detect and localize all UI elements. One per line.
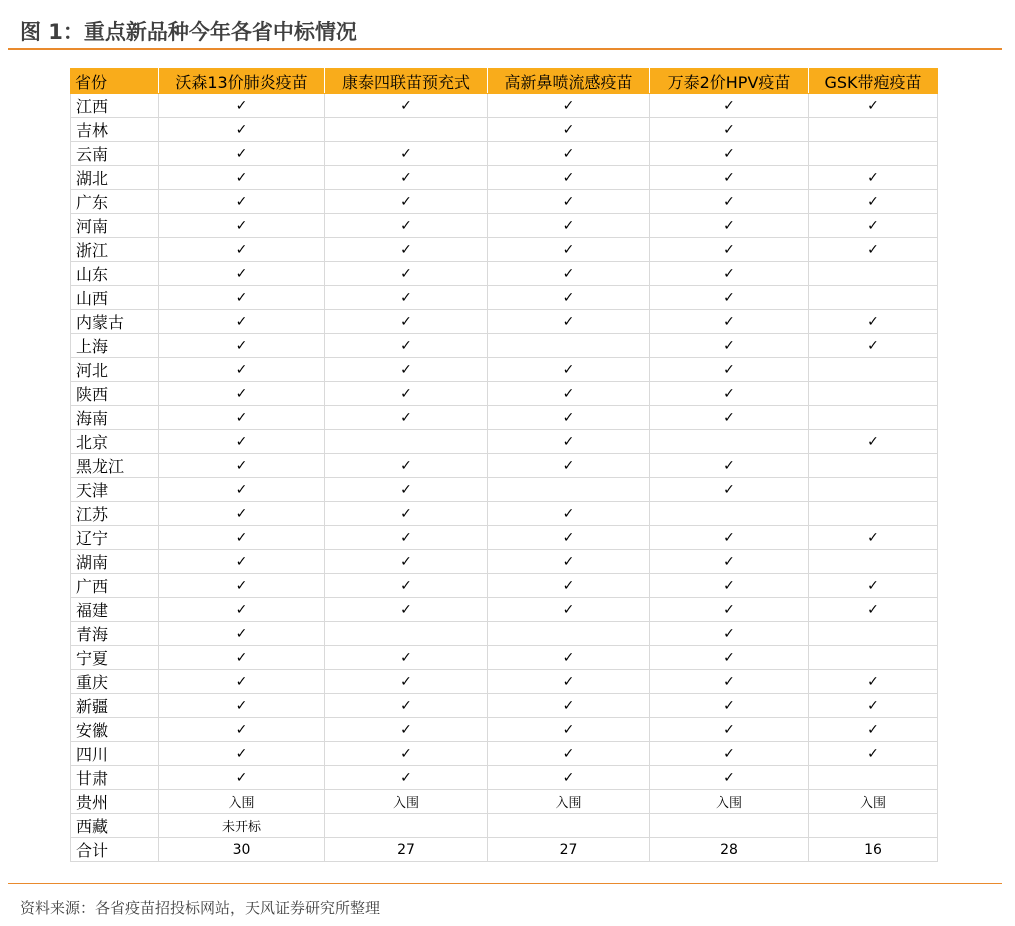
table-row [71,526,938,550]
table-row [71,94,938,118]
status-cell: ✓ [159,502,325,526]
status-cell: ✓ [809,694,938,718]
status-cell: ✓ [325,718,488,742]
table-row [71,742,938,766]
status-cell: ✓ [325,742,488,766]
source-note: 资料来源：各省疫苗招投标网站，天风证券研究所整理 [20,899,381,917]
total-cell: 16 [809,838,938,862]
status-cell: ✓ [650,646,809,670]
status-cell: ✓ [159,238,325,262]
status-cell: ✓ [488,118,650,142]
status-cell: ✓ [809,94,938,118]
province-cell: 上海 [71,334,159,358]
total-cell: 30 [159,838,325,862]
status-cell: ✓ [809,310,938,334]
status-cell: ✓ [159,454,325,478]
status-cell: ✓ [159,598,325,622]
province-cell: 广西 [71,574,159,598]
province-cell: 湖北 [71,166,159,190]
status-cell: ✓ [159,382,325,406]
status-cell: ✓ [650,142,809,166]
status-cell: ✓ [809,334,938,358]
status-cell: ✓ [650,190,809,214]
table-row [71,118,938,142]
status-cell: ✓ [650,238,809,262]
table-row [71,358,938,382]
province-cell: 宁夏 [71,646,159,670]
total-cell: 27 [488,838,650,862]
status-cell: ✓ [650,310,809,334]
header-cansino-dtap-hib: 康泰四联苗预充式 [325,69,488,94]
status-cell: ✓ [325,646,488,670]
status-cell: ✓ [159,190,325,214]
table-row [71,646,938,670]
status-cell: ✓ [650,670,809,694]
status-cell: ✓ [809,526,938,550]
province-cell: 江苏 [71,502,159,526]
table-row [71,622,938,646]
status-cell: ✓ [650,574,809,598]
status-cell: 未开标 [159,814,325,838]
status-cell: ✓ [488,310,650,334]
province-cell: 新疆 [71,694,159,718]
status-cell: ✓ [488,94,650,118]
table-row [71,334,938,358]
status-cell: ✓ [650,598,809,622]
status-cell [809,262,938,286]
status-cell [488,814,650,838]
table-row [71,286,938,310]
status-cell: ✓ [650,406,809,430]
province-cell: 山西 [71,286,159,310]
province-cell: 四川 [71,742,159,766]
status-cell: ✓ [325,694,488,718]
status-cell: ✓ [159,670,325,694]
status-cell: ✓ [159,478,325,502]
status-cell: ✓ [325,310,488,334]
status-cell: ✓ [488,238,650,262]
status-cell: ✓ [159,118,325,142]
status-cell: ✓ [488,646,650,670]
province-cell: 甘肃 [71,766,159,790]
province-cell: 辽宁 [71,526,159,550]
status-cell: ✓ [325,670,488,694]
status-cell: ✓ [650,550,809,574]
table-row [71,382,938,406]
status-cell [809,382,938,406]
status-cell [325,622,488,646]
status-cell: ✓ [809,190,938,214]
province-cell: 西藏 [71,814,159,838]
status-cell: ✓ [650,478,809,502]
status-cell: ✓ [325,526,488,550]
status-cell: ✓ [325,502,488,526]
province-cell: 云南 [71,142,159,166]
status-cell: ✓ [809,598,938,622]
status-cell: ✓ [325,190,488,214]
table-row [71,814,938,838]
status-cell: ✓ [650,382,809,406]
status-cell: ✓ [650,262,809,286]
status-cell [809,550,938,574]
status-cell: ✓ [650,334,809,358]
header-walvax-pcv13: 沃森13价肺炎疫苗 [159,69,325,94]
table-header-row [71,69,938,94]
source-divider [8,883,1002,884]
province-cell: 河北 [71,358,159,382]
status-cell [809,814,938,838]
status-cell: ✓ [159,406,325,430]
status-cell: ✓ [488,358,650,382]
province-cell: 湖南 [71,550,159,574]
status-cell: ✓ [159,262,325,286]
status-cell [325,814,488,838]
table-row [71,238,938,262]
status-cell [650,430,809,454]
table-row [71,142,938,166]
status-cell: ✓ [650,526,809,550]
status-cell: ✓ [650,166,809,190]
status-cell: ✓ [809,214,938,238]
status-cell: ✓ [488,766,650,790]
status-cell: ✓ [488,598,650,622]
status-cell: ✓ [325,574,488,598]
province-cell: 青海 [71,622,159,646]
status-cell [809,358,938,382]
table-row [71,406,938,430]
status-cell: ✓ [809,718,938,742]
status-cell: ✓ [488,526,650,550]
status-cell: ✓ [159,214,325,238]
status-cell: ✓ [650,286,809,310]
status-cell: ✓ [488,430,650,454]
status-cell [488,622,650,646]
table-row [71,310,938,334]
status-cell: ✓ [159,94,325,118]
status-cell [488,478,650,502]
status-cell: ✓ [159,694,325,718]
status-cell: ✓ [159,574,325,598]
status-cell: ✓ [325,382,488,406]
status-cell: ✓ [325,262,488,286]
total-row [71,838,938,862]
table-row [71,454,938,478]
province-cell: 内蒙古 [71,310,159,334]
status-cell: ✓ [650,742,809,766]
status-cell: ✓ [809,670,938,694]
table-row [71,190,938,214]
status-cell: ✓ [159,310,325,334]
table-row [71,766,938,790]
status-cell: ✓ [809,742,938,766]
status-cell [809,406,938,430]
status-cell: ✓ [488,190,650,214]
status-cell: ✓ [650,214,809,238]
status-cell: ✓ [325,406,488,430]
status-cell: ✓ [650,94,809,118]
table-row [71,694,938,718]
status-cell: ✓ [325,142,488,166]
status-cell: ✓ [325,598,488,622]
status-cell: ✓ [159,430,325,454]
province-cell: 天津 [71,478,159,502]
province-cell: 海南 [71,406,159,430]
status-cell [809,478,938,502]
province-cell: 北京 [71,430,159,454]
status-cell: ✓ [159,142,325,166]
total-label: 合计 [71,838,159,862]
status-cell: ✓ [159,358,325,382]
table-row [71,430,938,454]
total-cell: 28 [650,838,809,862]
status-cell: ✓ [488,502,650,526]
status-cell: 入围 [325,790,488,814]
status-cell: ✓ [488,694,650,718]
status-cell: 入围 [488,790,650,814]
status-cell: ✓ [488,406,650,430]
status-cell: ✓ [325,550,488,574]
province-cell: 安徽 [71,718,159,742]
status-cell: ✓ [325,238,488,262]
table-row [71,574,938,598]
status-cell: ✓ [488,670,650,694]
status-cell: ✓ [325,166,488,190]
status-cell [809,766,938,790]
status-cell: ✓ [650,118,809,142]
status-cell: ✓ [488,286,650,310]
status-cell: ✓ [488,550,650,574]
status-cell: 入围 [809,790,938,814]
table-row [71,598,938,622]
status-cell: ✓ [159,550,325,574]
status-cell: ✓ [488,166,650,190]
status-cell: ✓ [488,574,650,598]
header-wantai-hpv2: 万泰2价HPV疫苗 [650,69,809,94]
table-row [71,790,938,814]
bid-table [70,68,938,862]
status-cell [488,334,650,358]
status-cell [809,286,938,310]
status-cell [325,430,488,454]
status-cell [650,502,809,526]
province-cell: 吉林 [71,118,159,142]
table-body [71,94,938,862]
status-cell: ✓ [159,526,325,550]
status-cell [809,118,938,142]
status-cell: ✓ [650,622,809,646]
province-cell: 福建 [71,598,159,622]
status-cell: ✓ [488,382,650,406]
province-cell: 贵州 [71,790,159,814]
table-row [71,670,938,694]
status-cell: ✓ [488,142,650,166]
status-cell: ✓ [650,718,809,742]
table-row [71,502,938,526]
province-cell: 浙江 [71,238,159,262]
total-cell: 27 [325,838,488,862]
status-cell [325,118,488,142]
table-row [71,718,938,742]
status-cell: ✓ [809,238,938,262]
status-cell: ✓ [159,622,325,646]
status-cell: ✓ [325,286,488,310]
table-row [71,262,938,286]
header-province: 省份 [71,69,159,94]
province-cell: 陕西 [71,382,159,406]
status-cell: ✓ [325,454,488,478]
status-cell: ✓ [809,574,938,598]
status-cell: ✓ [650,766,809,790]
status-cell: ✓ [809,166,938,190]
status-cell: ✓ [488,742,650,766]
status-cell: ✓ [159,742,325,766]
status-cell [809,646,938,670]
figure-title: 图 1：重点新品种今年各省中标情况 [20,20,357,44]
table-row [71,478,938,502]
province-cell: 河南 [71,214,159,238]
status-cell: ✓ [488,262,650,286]
status-cell: ✓ [325,478,488,502]
status-cell: ✓ [809,430,938,454]
header-nasal-flu: 高新鼻喷流感疫苗 [488,69,650,94]
status-cell: ✓ [488,214,650,238]
status-cell: ✓ [488,718,650,742]
province-cell: 黑龙江 [71,454,159,478]
table-row [71,214,938,238]
status-cell: ✓ [159,718,325,742]
table-row [71,550,938,574]
status-cell: ✓ [488,454,650,478]
status-cell: 入围 [159,790,325,814]
status-cell: ✓ [159,766,325,790]
status-cell [650,814,809,838]
status-cell: ✓ [325,214,488,238]
status-cell [809,454,938,478]
province-cell: 江西 [71,94,159,118]
table-row [71,166,938,190]
province-cell: 广东 [71,190,159,214]
status-cell: ✓ [650,454,809,478]
status-cell [809,142,938,166]
header-gsk-shingles: GSK带疱疫苗 [809,69,938,94]
status-cell: ✓ [159,646,325,670]
status-cell [809,622,938,646]
province-cell: 重庆 [71,670,159,694]
status-cell: ✓ [650,358,809,382]
status-cell: ✓ [650,694,809,718]
status-cell: ✓ [325,334,488,358]
status-cell: ✓ [325,94,488,118]
province-cell: 山东 [71,262,159,286]
status-cell: ✓ [159,166,325,190]
status-cell [809,502,938,526]
title-divider [8,48,1002,50]
status-cell: ✓ [325,358,488,382]
status-cell: 入围 [650,790,809,814]
status-cell: ✓ [159,286,325,310]
status-cell: ✓ [325,766,488,790]
status-cell: ✓ [159,334,325,358]
